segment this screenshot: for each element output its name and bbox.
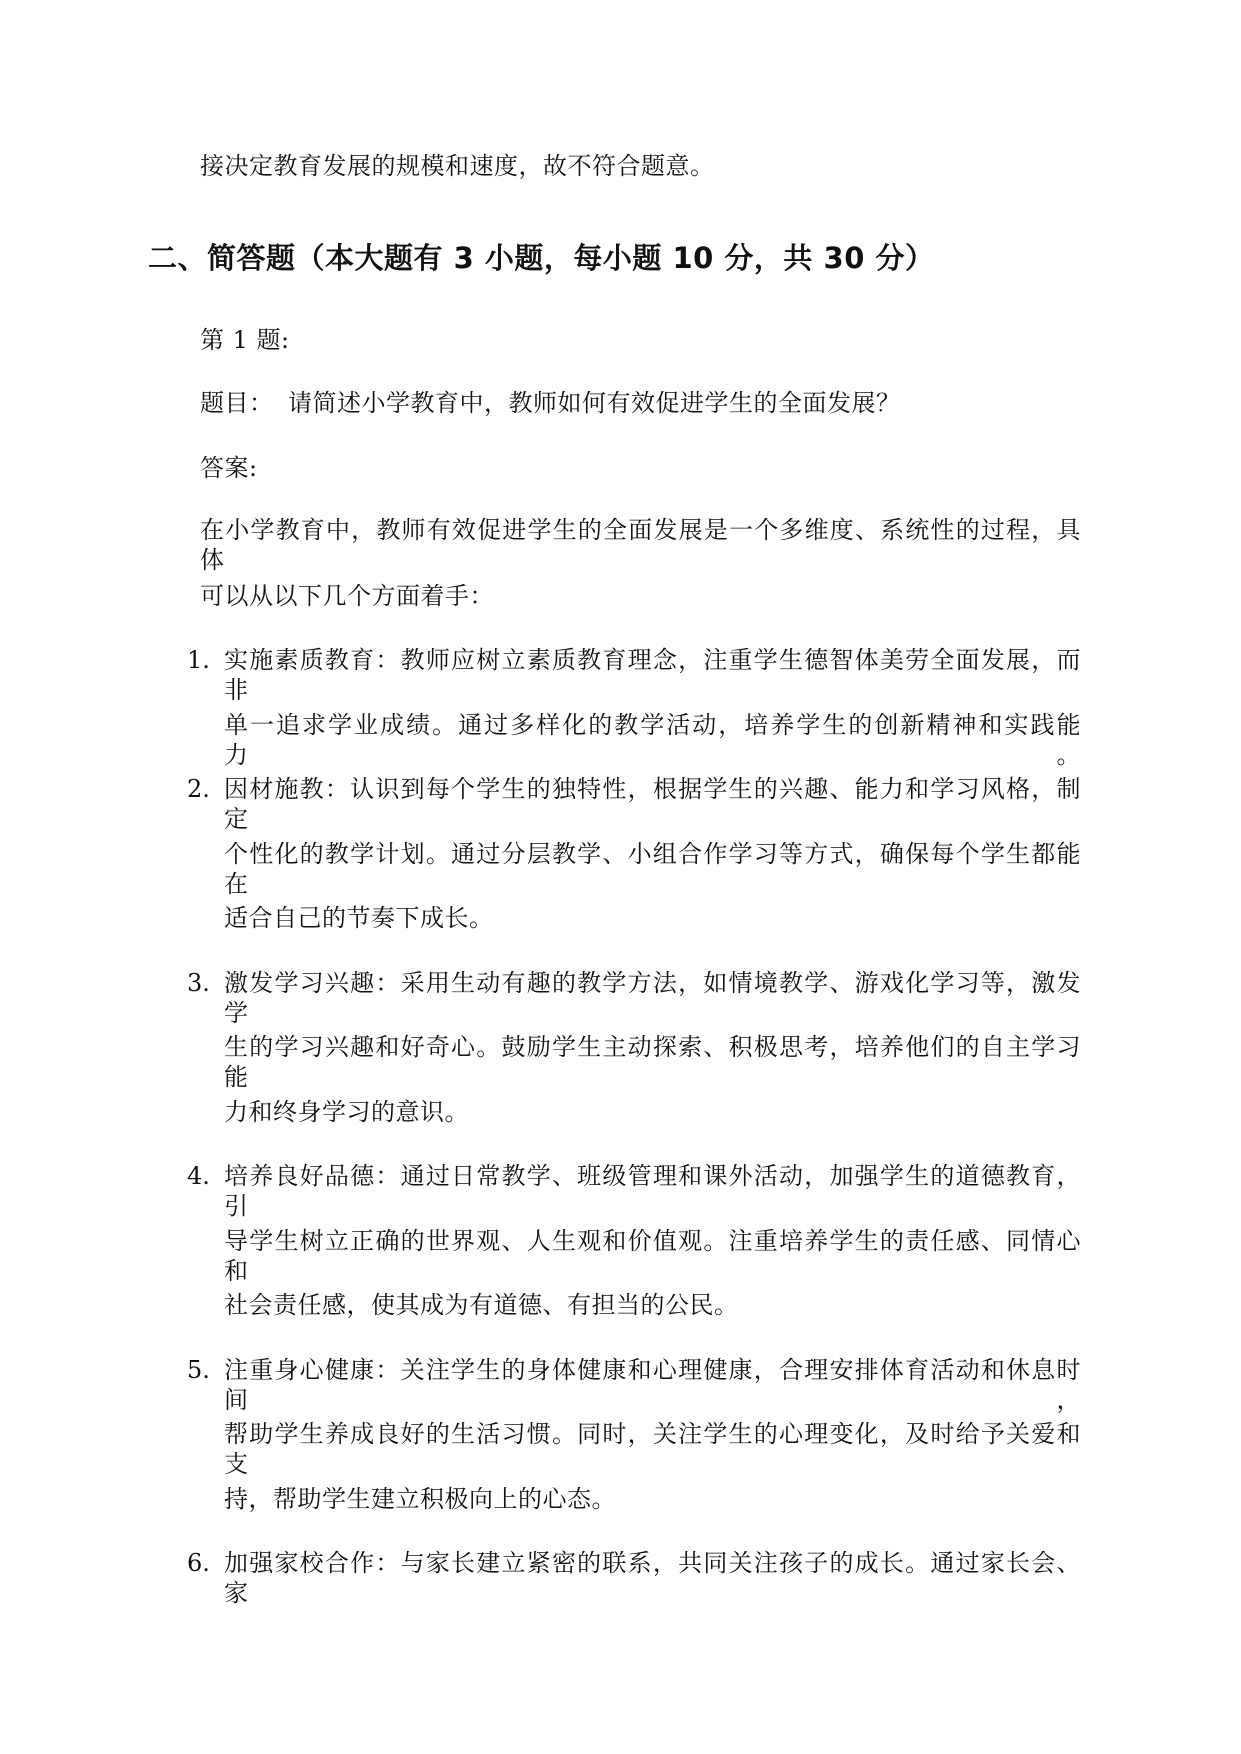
list-item-line: 导学生树立正确的世界观、人生观和价值观。注重培养学生的责任感、同情心和 — [224, 1227, 1081, 1285]
question-number: 第 1 题: — [200, 326, 290, 354]
list-item-number: 5. — [187, 1356, 210, 1384]
list-item-line: 激发学习兴趣：采用生动有趣的教学方法，如情境教学、游戏化学习等，激发学 — [224, 969, 1081, 1027]
list-item-line: 社会责任感，使其成为有道德、有担当的公民。 — [224, 1291, 739, 1319]
section-heading: 二、简答题（本大题有 3 小题，每小题 10 分，共 30 分） — [148, 241, 935, 275]
list-item-line: 加强家校合作：与家长建立紧密的联系，共同关注孩子的成长。通过家长会、家 — [224, 1549, 1081, 1607]
intro-line: 接决定教育发展的规模和速度，故不符合题意。 — [200, 152, 715, 180]
list-item-line: 生的学习兴趣和好奇心。鼓励学生主动探索、积极思考，培养他们的自主学习能 — [224, 1033, 1081, 1091]
list-item-line: 单一追求学业成绩。通过多样化的教学活动，培养学生的创新精神和实践能力。 — [224, 711, 1081, 769]
list-item-number: 4. — [187, 1162, 210, 1190]
answer-intro-line: 可以从以下几个方面着手： — [200, 582, 494, 610]
list-item-number: 6. — [187, 1549, 210, 1577]
list-item-line: 力和终身学习的意识。 — [224, 1098, 469, 1126]
list-item-line: 注重身心健康：关注学生的身体健康和心理健康，合理安排体育活动和休息时间， — [224, 1356, 1081, 1414]
list-item-number: 1. — [187, 646, 210, 674]
answer-label: 答案: — [200, 454, 258, 482]
list-item-line: 实施素质教育：教师应树立素质教育理念，注重学生德智体美劳全面发展，而非 — [224, 646, 1081, 704]
list-item-line: 培养良好品德：通过日常教学、班级管理和课外活动，加强学生的道德教育，引 — [224, 1162, 1081, 1220]
list-item-line: 因材施教：认识到每个学生的独特性，根据学生的兴趣、能力和学习风格，制定 — [224, 775, 1081, 833]
list-item-line: 个性化的教学计划。通过分层教学、小组合作学习等方式，确保每个学生都能在 — [224, 840, 1081, 898]
list-item-line: 适合自己的节奏下成长。 — [224, 904, 494, 932]
question-prompt-text: 请简述小学教育中，教师如何有效促进学生的全面发展？ — [288, 389, 901, 417]
list-item-number: 2. — [187, 775, 210, 803]
list-item-number: 3. — [187, 969, 210, 997]
question-prompt-label: 题目： — [200, 389, 274, 417]
list-item-line: 持，帮助学生建立积极向上的心态。 — [224, 1485, 616, 1513]
list-item-line: 帮助学生养成良好的生活习惯。同时，关注学生的心理变化，及时给予关爱和支 — [224, 1420, 1081, 1478]
answer-intro-line: 在小学教育中，教师有效促进学生的全面发展是一个多维度、系统性的过程，具体 — [200, 516, 1081, 574]
